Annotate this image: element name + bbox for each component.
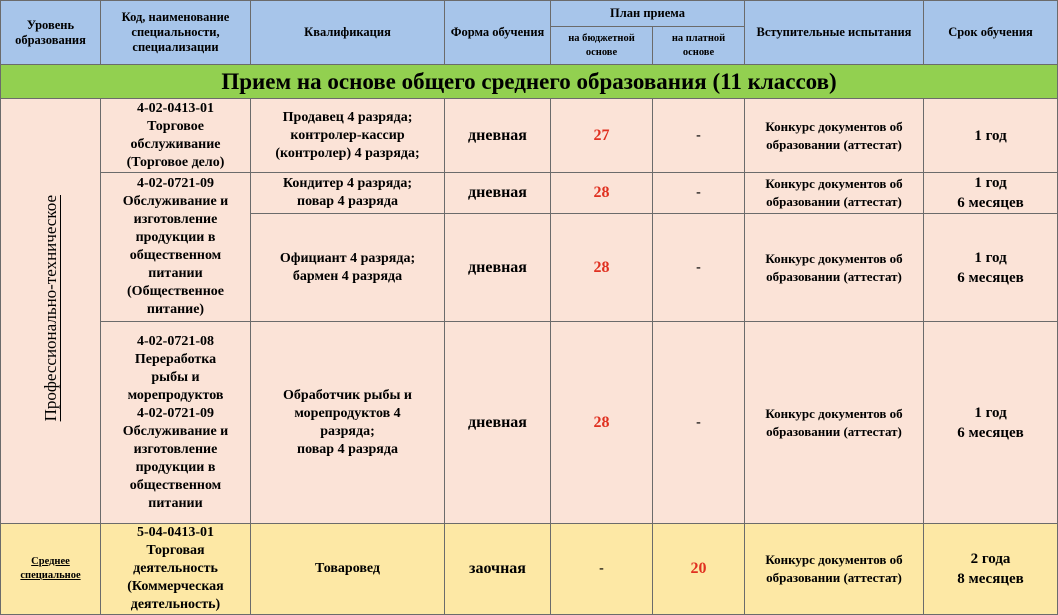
table-row <box>1 322 1058 524</box>
header-row <box>1 1 1058 27</box>
cell-line: продукции в <box>135 459 216 475</box>
paid-places: 20 <box>653 524 745 615</box>
cell-line: 2 года <box>970 551 1011 567</box>
level-professional <box>1 99 101 524</box>
cell-line: образовании (аттестат) <box>766 194 902 209</box>
cell-line: 4-02-0721-09 <box>137 176 214 191</box>
cell-line: образовании (аттестат) <box>766 136 902 152</box>
qualification <box>251 173 445 214</box>
cell-line: изготовление <box>133 212 218 227</box>
cell-line: Конкурс документов об <box>765 118 903 134</box>
cell-line: Товаровед <box>314 561 381 576</box>
cell-line: морепродуктов 4 <box>294 405 401 421</box>
cell-line: морепродуктов <box>127 387 224 403</box>
cell-line: Обработчик рыбы и <box>283 387 412 403</box>
budget-places: - <box>551 524 653 615</box>
cell-line: 1 год <box>974 249 1007 266</box>
budget-places: 28 <box>551 322 653 524</box>
cell-line: Обслуживание и <box>122 423 229 439</box>
cell-line: питание) <box>146 302 205 317</box>
cell-line: 1 год <box>974 404 1007 421</box>
header-budget: на бюджетной основе <box>551 27 653 65</box>
entrance-exams <box>745 524 924 615</box>
study-term <box>924 214 1058 322</box>
study-form: дневная <box>445 173 551 214</box>
cell-line: образовании (аттестат) <box>766 570 902 585</box>
cell-line: питании <box>148 495 203 511</box>
qualification <box>251 524 445 615</box>
table-row <box>1 99 1058 173</box>
cell-line: 6 месяцев <box>957 195 1024 211</box>
entrance-exams <box>745 214 924 322</box>
budget-places: 27 <box>551 99 653 173</box>
cell-line: образовании (аттестат) <box>766 268 902 284</box>
cell-line: Обслуживание и <box>122 194 229 209</box>
budget-places: 28 <box>551 214 653 322</box>
cell-line: 4-02-0721-08 <box>137 333 214 349</box>
cell-line: Официант 4 разряда; <box>279 250 416 266</box>
cell-line: Торговое <box>147 118 204 134</box>
header-term: Срок обучения <box>924 1 1058 65</box>
banner-title: Прием на основе общего среднего образования (11 классов) <box>1 65 1058 99</box>
cell-line: повар 4 разряда <box>297 194 398 209</box>
cell-line: Конкурс документов об <box>765 405 903 421</box>
table-row <box>1 173 1058 214</box>
cell-line: разряда; <box>320 423 375 439</box>
cell-line: 8 месяцев <box>957 571 1024 587</box>
entrance-exams <box>745 322 924 524</box>
cell-line: питании <box>148 266 203 281</box>
cell-line: Кондитер 4 разряда; <box>282 176 413 191</box>
specialty-code <box>101 322 251 524</box>
cell-line: 6 месяцев <box>957 424 1024 441</box>
header-exams: Вступительные испытания <box>745 1 924 65</box>
banner-row <box>1 65 1058 99</box>
study-term <box>924 99 1058 173</box>
cell-line: (Торговое дело) <box>126 154 225 170</box>
cell-line: Продавец 4 разряда; <box>282 109 413 125</box>
budget-places: 28 <box>551 173 653 214</box>
study-term <box>924 173 1058 214</box>
cell-line: 6 месяцев <box>957 269 1024 286</box>
cell-line: Переработка <box>134 351 217 367</box>
header-form: Форма обучения <box>445 1 551 65</box>
cell-line: повар 4 разряда <box>297 441 398 457</box>
qualification <box>251 214 445 322</box>
cell-line: деятельность) <box>130 597 221 612</box>
study-form: заочная <box>445 524 551 615</box>
specialty-code <box>101 524 251 615</box>
cell-line: (Общественное <box>127 284 224 299</box>
paid-places: - <box>653 214 745 322</box>
paid-places: - <box>653 173 745 214</box>
cell-line: (Коммерческая <box>127 579 224 594</box>
cell-line: рыбы и <box>151 369 200 385</box>
specialty-code <box>101 99 251 173</box>
specialty-code <box>101 173 251 322</box>
cell-line: Торговая <box>146 543 205 558</box>
header-qualification: Квалификация <box>251 1 445 65</box>
cell-line: изготовление <box>133 441 218 457</box>
cell-line: Конкурс документов об <box>765 176 903 191</box>
cell-line: продукции в <box>135 230 216 245</box>
cell-line: деятельность <box>133 561 218 576</box>
cell-line: 4-02-0413-01 <box>137 100 214 116</box>
study-term <box>924 322 1058 524</box>
cell-line: 4-02-0721-09 <box>137 405 214 421</box>
study-form: дневная <box>445 322 551 524</box>
study-form: дневная <box>445 99 551 173</box>
header-paid: на платной основе <box>653 27 745 65</box>
table-row <box>1 524 1058 615</box>
header-level: Уровень образования <box>1 1 101 65</box>
cell-line: 5-04-0413-01 <box>137 525 214 540</box>
level-secondary-label: Среднее специальное <box>20 556 81 581</box>
study-term <box>924 524 1058 615</box>
cell-line: общественном <box>129 248 222 263</box>
paid-places: - <box>653 99 745 173</box>
level-secondary <box>1 524 101 615</box>
paid-places: - <box>653 322 745 524</box>
header-plan: План приема <box>551 1 745 27</box>
cell-line: общественном <box>129 477 222 493</box>
level-professional-label: Профессионально-техническое <box>40 195 60 422</box>
cell-line: 1 год <box>974 175 1007 191</box>
qualification <box>251 322 445 524</box>
entrance-exams <box>745 99 924 173</box>
cell-line: бармен 4 разряда <box>292 268 403 284</box>
header-code: Код, наименование специальности, специализации <box>101 1 251 65</box>
cell-line: 1 год <box>974 127 1007 144</box>
cell-line: Конкурс документов об <box>765 552 903 567</box>
study-form: дневная <box>445 214 551 322</box>
cell-line: контролер-кассир <box>290 127 405 143</box>
cell-line: (контролер) 4 разряда; <box>275 145 420 161</box>
entrance-exams <box>745 173 924 214</box>
cell-line: обслуживание <box>130 136 221 152</box>
cell-line: Конкурс документов об <box>765 250 903 266</box>
cell-line: образовании (аттестат) <box>766 423 902 439</box>
qualification <box>251 99 445 173</box>
